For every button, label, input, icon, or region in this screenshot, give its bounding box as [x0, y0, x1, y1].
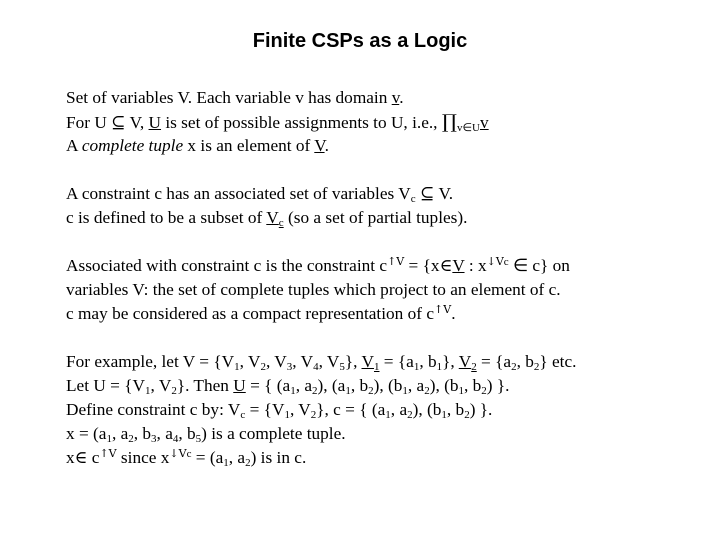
line-assignments: For U ⊆ V, U is set of possible assignments to U, i.e., $\prod_{v\in U}v$: [66, 111, 489, 134]
line-constraint-subset: c is defined to be a subset of $V_c$ (so a set of partial tuples).: [66, 208, 468, 229]
line-example-u: Let $U = \{V_1$, $V_2$}. Then U = { ($a_1$, $a_2$), ($a_1$, $b_2$), ($b_1$, $a_2$), ($b_1$, $b_2$) }.: [66, 376, 510, 397]
line-example-vars: For example, let $V = \{V_1$, $V_2$, $V_3$, $V_4$, $V_5$}, $V_1 = \{a_1$, $b_1$}, $V_2 = \{a_2$, $b_2$} etc.: [66, 352, 577, 373]
line-extension-def: Associated with constraint c is the constraint $c^{↑V}$ = {x∈V : $x^{↓Vc}$ ∈ c} on: [66, 255, 570, 276]
paragraph-extension: [66, 254, 576, 326]
product-symbol: ∏: [441, 111, 457, 133]
line-example-tuple: $x = (a_1$, $a_2$, $b_3$, $a_4$, $b_5$) is a complete tuple.: [66, 424, 346, 445]
slide-body: [66, 86, 576, 470]
paragraph-example: [66, 350, 576, 470]
line-variables: Set of variables V. Each variable v has domain v.: [66, 88, 404, 107]
paragraph-definitions: [66, 86, 576, 158]
slide-title: Finite CSPs as a Logic: [252, 30, 468, 52]
line-extension-explain: variables V: the set of complete tuples which project to an element of c.: [66, 280, 561, 299]
line-constraint-vars: A constraint c has an associated set of variables $V_c$ ⊆ V.: [66, 184, 454, 205]
line-example-constraint: Define constraint c by: $V_c = \{V_1$, $V_2$}, c = { ($a_1$, $a_2$), ($b_1$, $b_2$) }.: [66, 400, 493, 421]
line-compact-representation: c may be considered as a compact representation of $c^{↑V}$.: [66, 303, 456, 323]
paragraph-constraint: [66, 182, 576, 230]
line-complete-tuple: A complete tuple x is an element of V.: [66, 136, 329, 155]
line-example-membership: x∈ $c^{↑V}$ since $x^{↓Vc} = (a_1$, $a_2$) is in c.: [66, 447, 307, 469]
